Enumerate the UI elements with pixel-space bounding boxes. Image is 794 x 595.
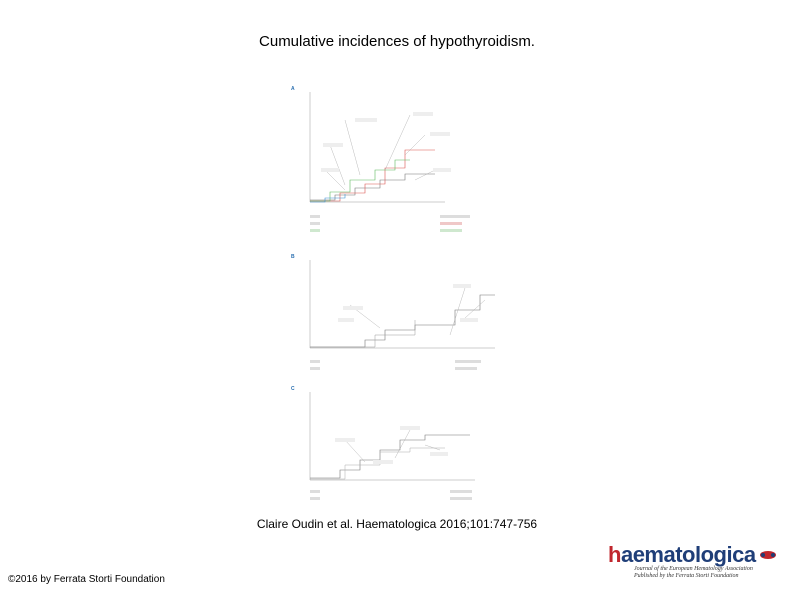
logo-wordmark-rest: aematologica [620, 542, 756, 567]
citation: Claire Oudin et al. Haematologica 2016;101:747-756 [256, 517, 538, 531]
logo-wordmark [608, 542, 756, 568]
panel-c-letter: C [291, 386, 295, 392]
panel-a-letter: A [291, 86, 295, 92]
panel-a [291, 86, 470, 232]
logo-emblem-icon [758, 548, 778, 562]
logo-tagline-2: Published by the Ferrata Storti Foundation [634, 573, 739, 579]
slide-title: Cumulative incidences of hypothyroidism. [259, 33, 535, 50]
figure-image [285, 80, 510, 505]
panel-b [291, 254, 495, 370]
panel-c [291, 386, 475, 500]
copyright-notice: ©2016 by Ferrata Storti Foundation [8, 574, 165, 585]
panel-b-letter: B [291, 254, 295, 260]
logo-tagline-1: Journal of the European Hematology Association [634, 566, 753, 572]
logo-letter-h: h [608, 542, 621, 567]
haematologica-logo [600, 542, 780, 582]
